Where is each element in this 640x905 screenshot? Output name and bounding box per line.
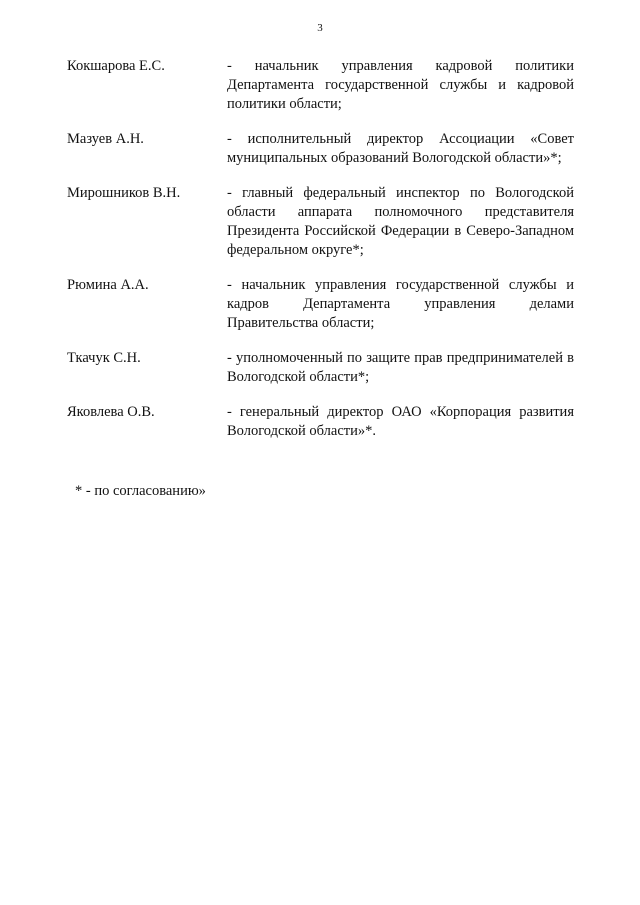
member-role: - генеральный директор ОАО «Корпорация развития Вологодской области»*. — [227, 404, 574, 439]
member-role: - начальник управления государственной службы и кадров Департамента управления делами Правительства области; — [227, 277, 574, 331]
member-role: - уполномоченный по защите прав предпринимателей в Вологодской области*; — [227, 350, 574, 385]
member-name: Кокшарова Е.С. — [67, 58, 165, 74]
member-name: Мазуев А.Н. — [67, 131, 144, 147]
member-entry-koksharova — [67, 57, 574, 114]
member-name: Мирошников В.Н. — [67, 185, 181, 201]
member-entry-tkachuk — [67, 349, 574, 387]
member-entry-yakovleva — [67, 403, 574, 441]
member-role: - главный федеральный инспектор по Вологодской области аппарата полномочного представителя Президента Российской Федерации в Северо-Западном федеральном округе*; — [227, 185, 574, 258]
member-role: - начальник управления кадровой политики Департамента государственной службы и кадровой политики области; — [227, 58, 574, 112]
member-list — [67, 57, 574, 457]
footnote: * - по согласованию» — [75, 483, 206, 499]
member-name: Яковлева О.В. — [67, 404, 155, 420]
member-name: Ткачук С.Н. — [67, 350, 141, 366]
member-entry-mazuev — [67, 130, 574, 168]
member-entry-miroshnikov — [67, 184, 574, 260]
member-name: Рюмина А.А. — [67, 277, 149, 293]
member-entry-ryumina — [67, 276, 574, 333]
page-number: 3 — [317, 22, 323, 34]
member-role: - исполнительный директор Ассоциации «Совет муниципальных образований Вологодской области»*; — [227, 131, 574, 166]
